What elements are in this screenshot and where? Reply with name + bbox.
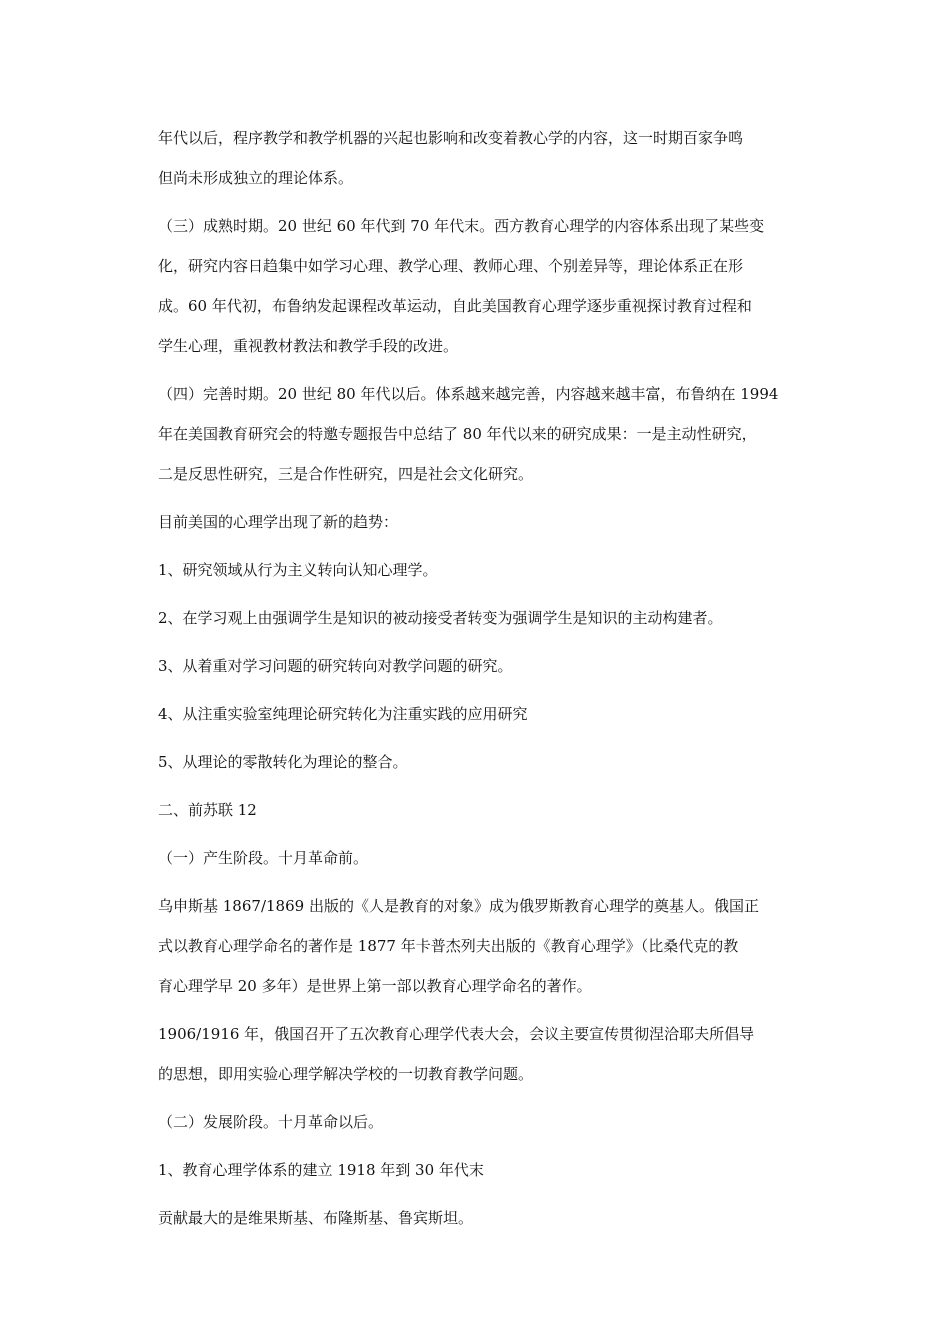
paragraph-gap — [158, 494, 810, 502]
paragraph-gap — [158, 366, 810, 374]
paragraph-gap — [158, 1006, 810, 1014]
text-line: 目前美国的心理学出现了新的趋势： — [158, 513, 399, 531]
text-line: 式以教育心理学命名的著作是 1877 年卡普杰列夫出版的《教育心理学》（比桑代克的教 — [158, 937, 739, 955]
paragraph-gap — [158, 638, 810, 646]
text-line: 的思想，即用实验心理学解决学校的一切教育教学问题。 — [158, 1065, 534, 1083]
text-line: 贡献最大的是维果斯基、布隆斯基、鲁宾斯坦。 — [158, 1209, 474, 1227]
paragraph — [158, 118, 810, 198]
text-line: 1、教育心理学体系的建立 1918 年到 30 年代末 — [158, 1161, 484, 1179]
document-body — [158, 118, 810, 1238]
text-line: 年在美国教育研究会的特邀专题报告中总结了 80 年代以来的研究成果：一是主动性研究， — [158, 425, 757, 443]
text-line: 1、研究领域从行为主义转向认知心理学。 — [158, 561, 438, 579]
paragraph-gap — [158, 198, 810, 206]
paragraph — [158, 838, 810, 878]
paragraph — [158, 598, 810, 638]
paragraph — [158, 374, 810, 494]
text-line: 1906/1916 年，俄国召开了五次教育心理学代表大会，会议主要宣传贯彻涅洽耶夫所倡导 — [158, 1025, 755, 1043]
paragraph — [158, 550, 810, 590]
text-line: 成。60 年代初，布鲁纳发起课程改革运动，自此美国教育心理学逐步重视探讨教育过程和 — [158, 297, 752, 315]
paragraph — [158, 1014, 810, 1094]
text-line: （二）发展阶段。十月革命以后。 — [158, 1113, 384, 1131]
text-line: 学生心理，重视教材教法和教学手段的改进。 — [158, 337, 459, 355]
paragraph — [158, 790, 810, 830]
text-line: 二、前苏联 12 — [158, 801, 257, 819]
text-line: 乌申斯基 1867/1869 出版的《人是教育的对象》成为俄罗斯教育心理学的奠基人。俄国正 — [158, 897, 759, 915]
paragraph-gap — [158, 734, 810, 742]
paragraph — [158, 206, 810, 366]
paragraph-gap — [158, 542, 810, 550]
text-line: 育心理学早 20 多年）是世界上第一部以教育心理学命名的著作。 — [158, 977, 592, 995]
text-line: 化，研究内容日趋集中如学习心理、教学心理、教师心理、个别差异等，理论体系正在形 — [158, 257, 744, 275]
paragraph — [158, 694, 810, 734]
paragraph-gap — [158, 1190, 810, 1198]
paragraph-gap — [158, 878, 810, 886]
paragraph — [158, 1150, 810, 1190]
text-line: 5、从理论的零散转化为理论的整合。 — [158, 753, 408, 771]
text-line: 3、从着重对学习问题的研究转向对教学问题的研究。 — [158, 657, 513, 675]
paragraph-gap — [158, 782, 810, 790]
text-line: 2、在学习观上由强调学生是知识的被动接受者转变为强调学生是知识的主动构建者。 — [158, 609, 723, 627]
text-line: 4、从注重实验室纯理论研究转化为注重实践的应用研究 — [158, 705, 528, 723]
text-line: （三）成熟时期。20 世纪 60 年代到 70 年代末。西方教育心理学的内容体系出现了某些变 — [158, 217, 765, 235]
text-line: （一）产生阶段。十月革命前。 — [158, 849, 369, 867]
text-line: （四）完善时期。20 世纪 80 年代以后。体系越来越完善，内容越来越丰富，布鲁纳在 1994 — [158, 385, 779, 403]
paragraph-gap — [158, 686, 810, 694]
paragraph-gap — [158, 1094, 810, 1102]
paragraph — [158, 1102, 810, 1142]
paragraph — [158, 502, 810, 542]
text-line: 年代以后，程序教学和教学机器的兴起也影响和改变着教心学的内容，这一时期百家争鸣 — [158, 129, 744, 147]
paragraph-gap — [158, 1142, 810, 1150]
paragraph — [158, 646, 810, 686]
paragraph-gap — [158, 590, 810, 598]
paragraph — [158, 1198, 810, 1238]
paragraph-gap — [158, 830, 810, 838]
paragraph — [158, 886, 810, 1006]
text-line: 但尚未形成独立的理论体系。 — [158, 169, 354, 187]
text-line: 二是反思性研究，三是合作性研究，四是社会文化研究。 — [158, 465, 534, 483]
paragraph — [158, 742, 810, 782]
